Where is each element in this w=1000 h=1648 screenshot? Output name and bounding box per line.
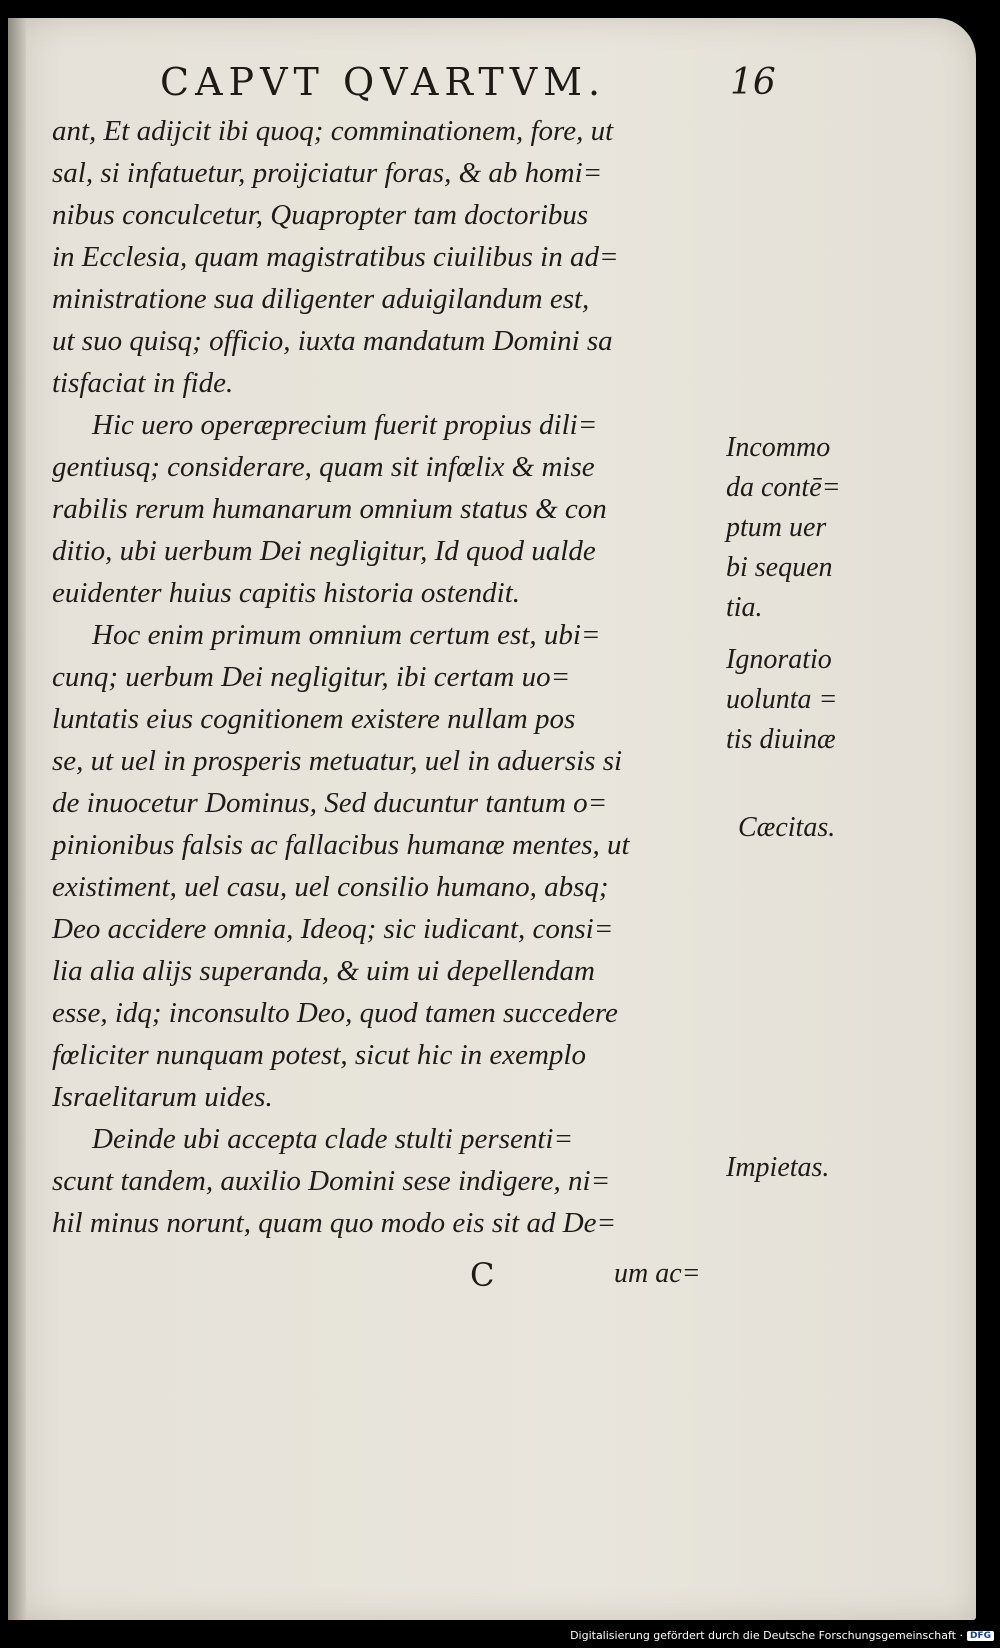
margin-note-incommoda bbox=[726, 428, 866, 628]
text-line: fœliciter nunquam potest, sicut hic in exemplo bbox=[52, 1039, 586, 1071]
text-line: Deo accidere omnia, Ideoq; sic iudicant, consi= bbox=[52, 913, 614, 945]
margin-note-line: tia. bbox=[726, 592, 763, 623]
text-line: rabilis rerum humanarum omnium status & con bbox=[52, 493, 607, 525]
text-line: scunt tandem, auxilio Domini sese indigere, ni= bbox=[52, 1165, 611, 1197]
signature-mark: C bbox=[470, 1256, 495, 1294]
margin-note-line: da contē= bbox=[726, 472, 841, 503]
margin-note-line: tis diuinæ bbox=[726, 724, 836, 755]
margin-note-line: bi sequen bbox=[726, 552, 833, 583]
text-line: ant, Et adijcit ibi quoq; comminationem, fore, ut bbox=[52, 115, 614, 147]
text-line: nibus conculcetur, Quapropter tam doctoribus bbox=[52, 199, 589, 231]
dfg-logo: DFG bbox=[967, 1631, 994, 1641]
footer-credit bbox=[570, 1629, 994, 1642]
text-line: existiment, uel casu, uel consilio humano, absq; bbox=[52, 871, 609, 903]
margin-note-line: Ignoratio bbox=[726, 644, 832, 675]
margin-note-impietas bbox=[726, 1148, 866, 1188]
text-line: se, ut uel in prosperis metuatur, uel in aduersis si bbox=[52, 745, 623, 777]
margin-note-line: ptum uer bbox=[726, 512, 827, 543]
margin-note-line: uolunta = bbox=[726, 684, 838, 715]
text-line: Israelitarum uides. bbox=[52, 1081, 273, 1113]
text-line: ministratione sua diligenter aduigilandum est, bbox=[52, 283, 590, 315]
main-text-block bbox=[52, 110, 730, 1244]
text-line: pinionibus falsis ac fallacibus humanæ mentes, ut bbox=[52, 829, 630, 861]
text-line: ut suo quisq; officio, iuxta mandatum Domini sa bbox=[52, 325, 613, 357]
text-line: Hoc enim primum omnium certum est, ubi= bbox=[92, 619, 601, 651]
text-line: ditio, ubi uerbum Dei negligitur, Id quod ualde bbox=[52, 535, 596, 567]
text-line: euidenter huius capitis historia ostendit. bbox=[52, 577, 521, 609]
text-line: luntatis eius cognitionem existere nullam pos bbox=[52, 703, 576, 735]
page-gutter bbox=[8, 18, 26, 1620]
text-line: esse, idq; inconsulto Deo, quod tamen succedere bbox=[52, 997, 618, 1029]
text-line: gentiusq; considerare, quam sit infœlix & mise bbox=[52, 451, 595, 483]
text-line: Deinde ubi accepta clade stulti persenti= bbox=[92, 1123, 574, 1155]
running-head: CAPVT QVARTVM. bbox=[160, 60, 607, 104]
folio-number: 16 bbox=[730, 62, 776, 103]
text-line: sal, si infatuetur, proijciatur foras, & ab homi= bbox=[52, 157, 603, 189]
footer-text: Digitalisierung gefördert durch die Deutsche Forschungsgemeinschaft · bbox=[570, 1629, 963, 1642]
text-line: in Ecclesia, quam magistratibus ciuilibus in ad= bbox=[52, 241, 619, 273]
margin-note-line: Incommo bbox=[726, 432, 831, 463]
text-line: tisfaciat in fide. bbox=[52, 367, 234, 399]
catchword: um ac= bbox=[614, 1258, 701, 1289]
margin-note-line: Cæcitas. bbox=[738, 812, 836, 843]
text-line: lia alia alijs superanda, & uim ui depellendam bbox=[52, 955, 595, 987]
text-line: cunq; uerbum Dei negligitur, ibi certam uo= bbox=[52, 661, 571, 693]
text-line: de inuocetur Dominus, Sed ducuntur tantum o= bbox=[52, 787, 608, 819]
margin-note-ignoratio bbox=[726, 640, 866, 760]
text-line: Hic uero operæprecium fuerit propius dili= bbox=[92, 409, 598, 441]
margin-note-line: Impietas. bbox=[726, 1152, 830, 1183]
margin-note-caecitas bbox=[738, 808, 878, 848]
text-line: hil minus norunt, quam quo modo eis sit ad De= bbox=[52, 1207, 617, 1239]
